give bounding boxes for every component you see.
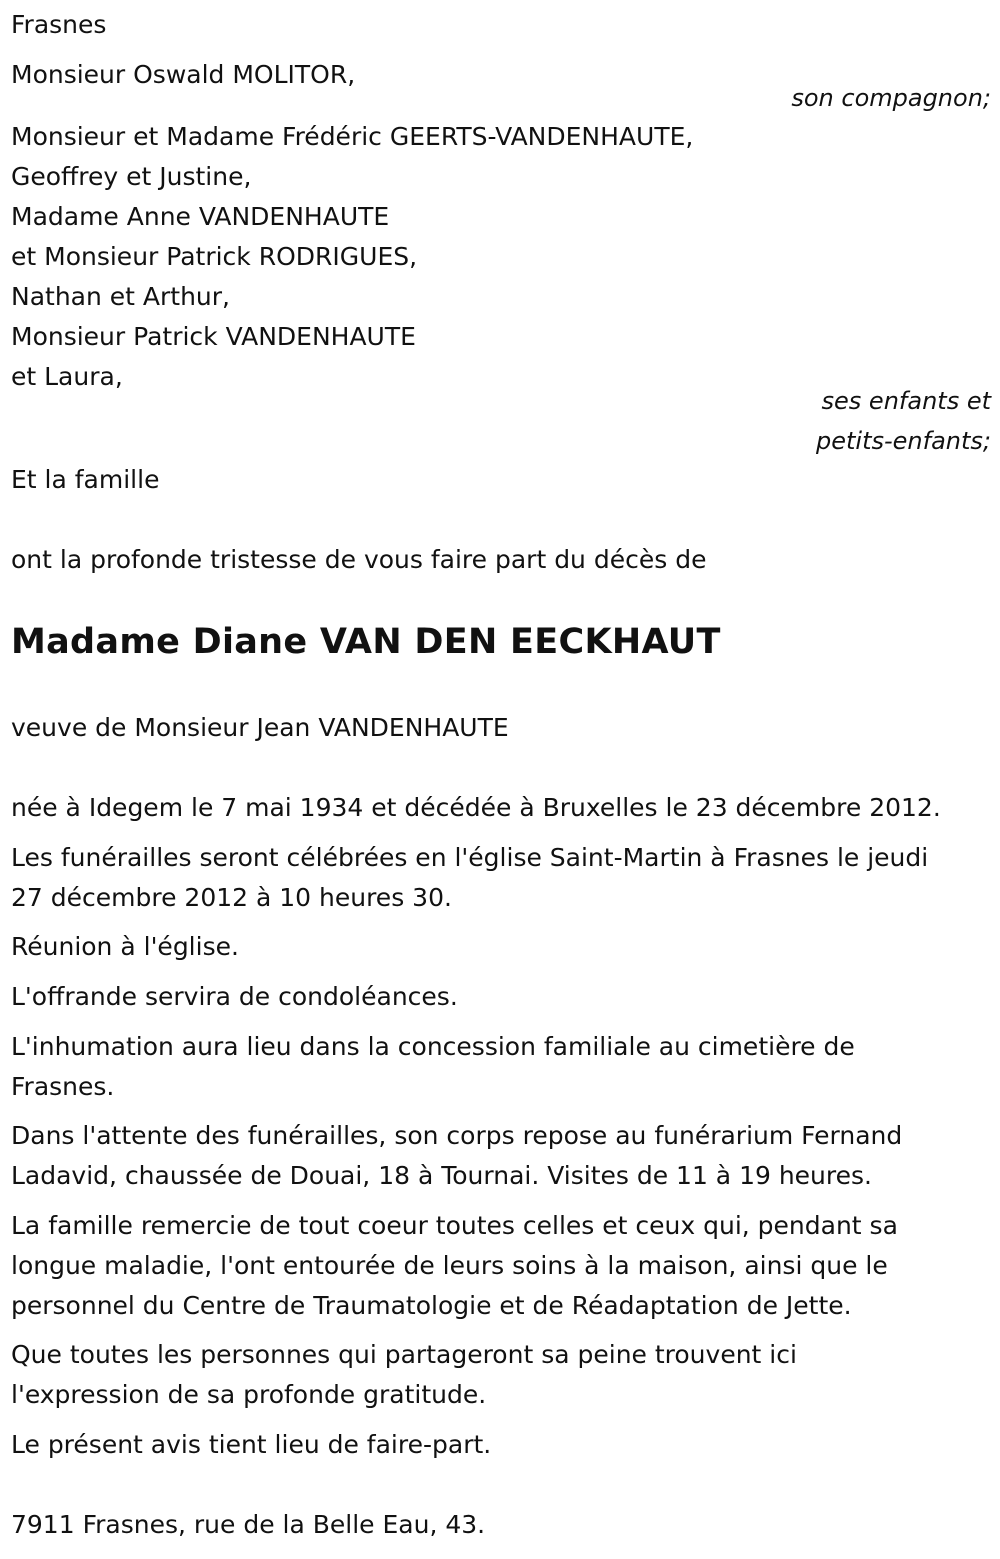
- place-heading: Frasnes: [11, 10, 107, 39]
- companion-name: Monsieur Oswald MOLITOR,: [11, 60, 356, 89]
- family-line-3: Madame Anne VANDENHAUTE: [11, 202, 390, 231]
- family-line-5: Nathan et Arthur,: [11, 282, 231, 311]
- family-line-1: Monsieur et Madame Frédéric GEERTS-VANDENHAUTE,: [11, 122, 694, 151]
- funeral-line-1: Les funérailles seront célébrées en l'église Saint-Martin à Frasnes le jeudi: [11, 843, 929, 872]
- burial-line-2: Frasnes.: [11, 1072, 115, 1101]
- gratitude-line-2: l'expression de sa profonde gratitude.: [11, 1380, 487, 1409]
- family-line-7: et Laura,: [11, 362, 123, 391]
- thanks-line-1: La famille remercie de tout coeur toutes celles et ceux qui, pendant sa: [11, 1211, 898, 1240]
- notice-text: Le présent avis tient lieu de faire-part.: [11, 1430, 492, 1459]
- thanks-line-2: longue maladie, l'ont entourée de leurs soins à la maison, ainsi que le: [11, 1251, 888, 1280]
- burial-line-1: L'inhumation aura lieu dans la concession familiale au cimetière de: [11, 1032, 855, 1061]
- children-role-line-1: ses enfants et: [821, 387, 991, 415]
- gratitude-line-1: Que toutes les personnes qui partageront sa peine trouvent ici: [11, 1340, 797, 1369]
- funerarium-line-2: Ladavid, chaussée de Douai, 18 à Tournai. Visites de 11 à 19 heures.: [11, 1161, 872, 1190]
- family-line-2: Geoffrey et Justine,: [11, 162, 252, 191]
- children-role-line-2: petits-enfants;: [816, 427, 991, 455]
- thanks-line-3: personnel du Centre de Traumatologie et de Réadaptation de Jette.: [11, 1291, 852, 1320]
- birth-death: née à Idegem le 7 mai 1934 et décédée à Bruxelles le 23 décembre 2012.: [11, 793, 941, 822]
- announcement-text: ont la profonde tristesse de vous faire part du décès de: [11, 545, 707, 574]
- family-line-6: Monsieur Patrick VANDENHAUTE: [11, 322, 416, 351]
- offering-text: L'offrande servira de condoléances.: [11, 982, 458, 1011]
- funeral-line-2: 27 décembre 2012 à 10 heures 30.: [11, 883, 452, 912]
- companion-role: son compagnon;: [791, 84, 991, 112]
- meeting-text: Réunion à l'église.: [11, 932, 239, 961]
- widow-of: veuve de Monsieur Jean VANDENHAUTE: [11, 713, 509, 742]
- address-text: 7911 Frasnes, rue de la Belle Eau, 43.: [11, 1510, 486, 1539]
- family-line-4: et Monsieur Patrick RODRIGUES,: [11, 242, 418, 271]
- extended-family: Et la famille: [11, 465, 160, 494]
- deceased-name: Madame Diane VAN DEN EECKHAUT: [11, 622, 721, 662]
- funerarium-line-1: Dans l'attente des funérailles, son corps repose au funérarium Fernand: [11, 1121, 903, 1150]
